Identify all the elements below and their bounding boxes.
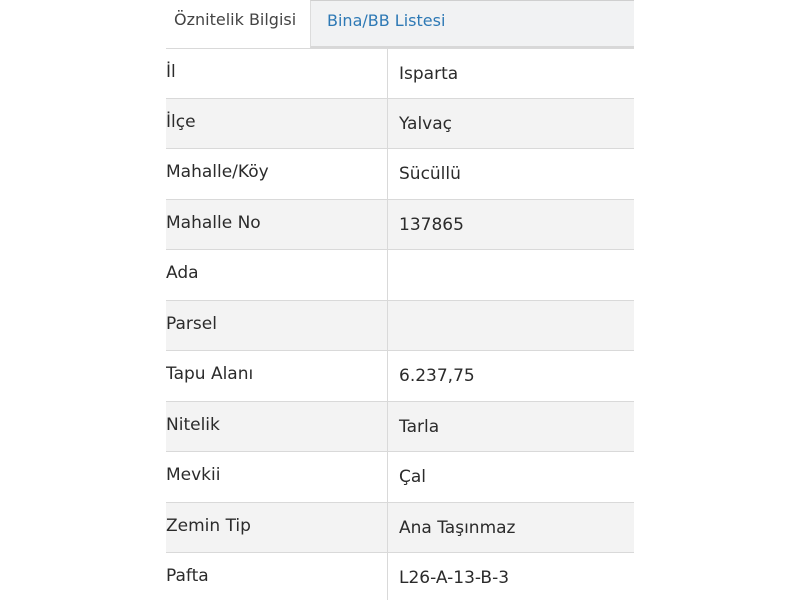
table-row-mevkii [166, 452, 634, 503]
row-value: Sücüllü [399, 164, 461, 184]
row-label: Zemin Tip [166, 503, 388, 553]
table-row-il [166, 48, 634, 99]
row-value: Ana Taşınmaz [399, 517, 516, 538]
row-value: Yalvaç [399, 113, 453, 134]
row-value-redacted [388, 301, 634, 351]
table-row-ada [166, 250, 634, 301]
row-label: İl [166, 49, 388, 98]
row-value: Isparta [399, 64, 459, 84]
table-row-ilce [166, 99, 634, 150]
row-value: Çal [399, 467, 427, 487]
table-row-tapu-alani [166, 351, 634, 402]
attribute-panel [166, 0, 634, 600]
tab-building-list[interactable]: Bina/BB Listesi [310, 0, 634, 48]
row-label: Pafta [166, 553, 388, 600]
row-value: 6.237,75 [399, 366, 475, 386]
table-row-mahalle-no [166, 200, 634, 251]
row-value: Tarla [399, 416, 440, 437]
row-label: Mahalle/Köy [166, 149, 388, 199]
row-label: Mahalle No [166, 200, 388, 250]
row-label: Tapu Alanı [166, 351, 388, 401]
row-value-redacted [388, 250, 634, 300]
tab-bar [166, 0, 634, 48]
row-label: Mevkii [166, 452, 388, 502]
row-value: L26-A-13-B-3 [399, 568, 510, 588]
table-row-parsel [166, 301, 634, 352]
row-label: Nitelik [166, 402, 388, 452]
table-row-mahalle-koy [166, 149, 634, 200]
attribute-table [166, 48, 634, 600]
table-row-nitelik [166, 402, 634, 453]
row-label: Ada [166, 250, 388, 300]
table-row-zemin-tip [166, 503, 634, 554]
row-value: 137865 [399, 214, 464, 235]
row-label: İlçe [166, 99, 388, 149]
tab-attribute-info[interactable]: Öznitelik Bilgisi [166, 0, 310, 48]
row-label: Parsel [166, 301, 388, 351]
table-row-pafta [166, 553, 634, 600]
